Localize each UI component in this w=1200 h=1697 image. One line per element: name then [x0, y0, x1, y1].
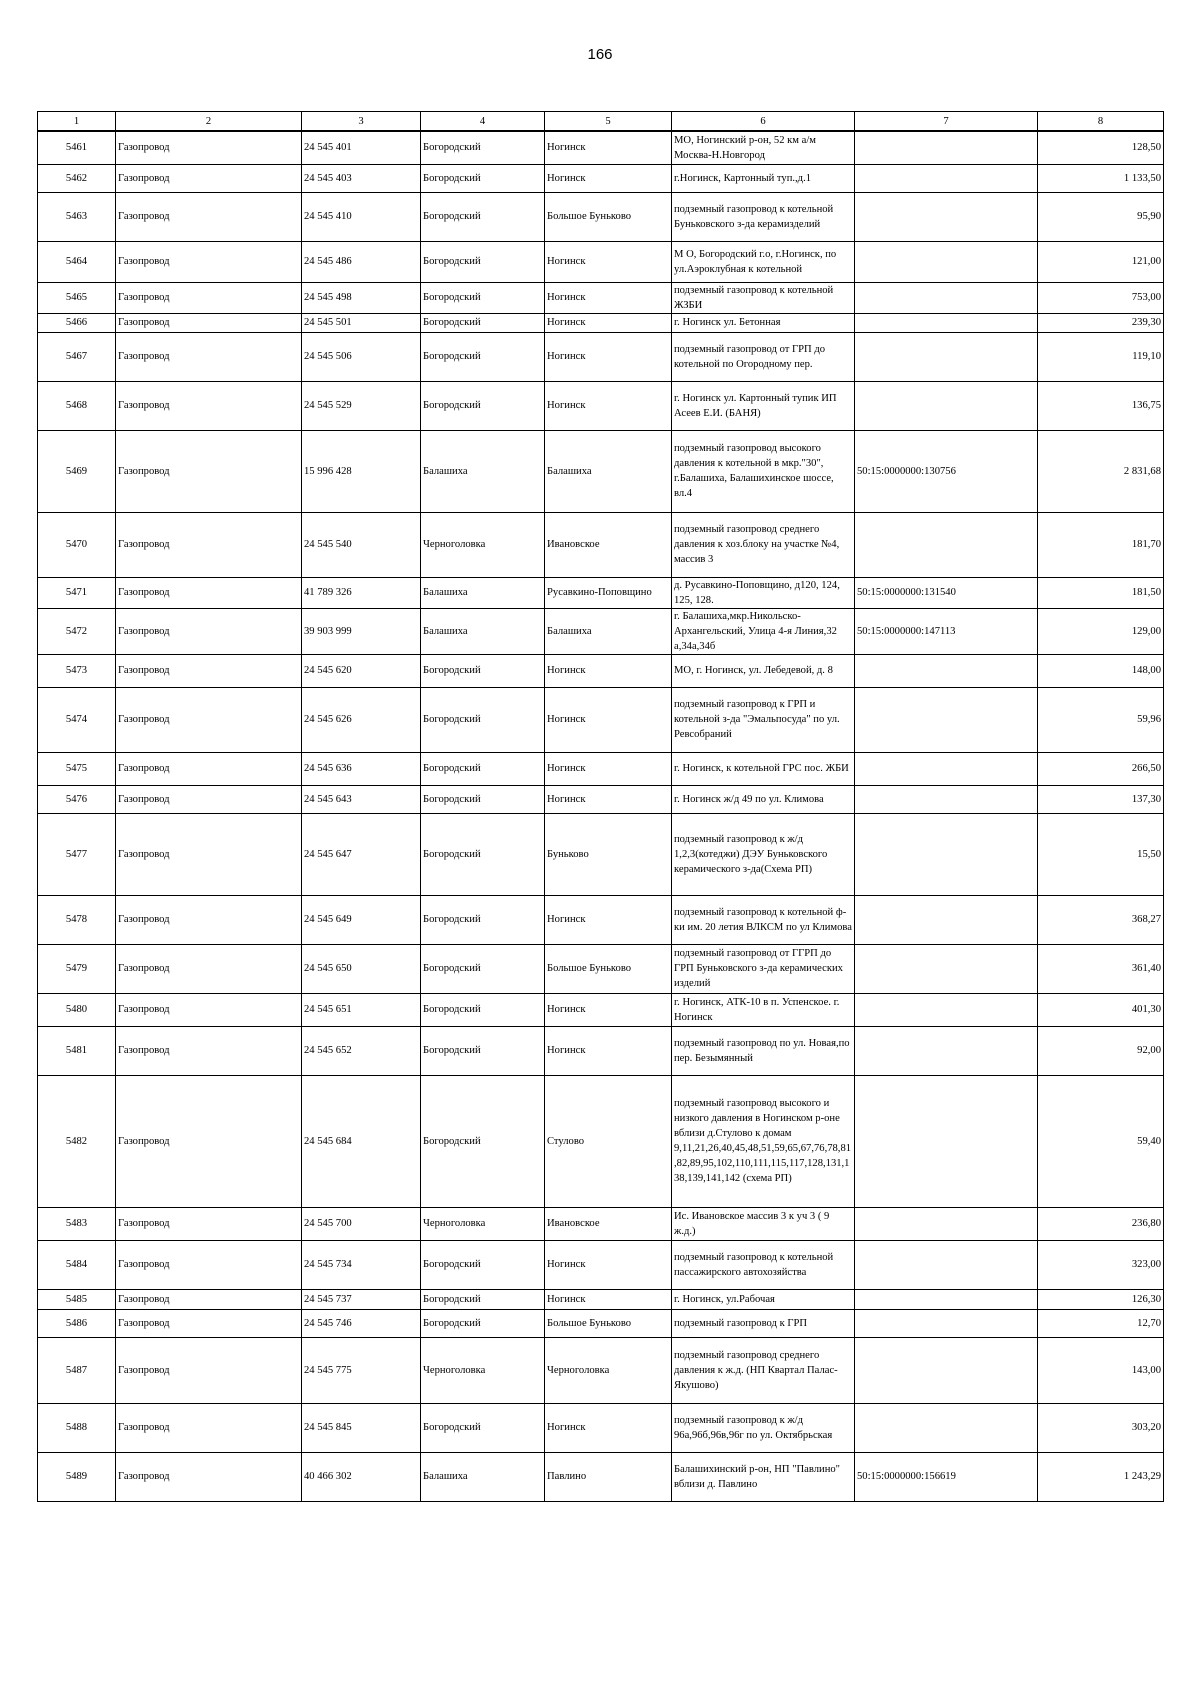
- district-cell: Богородский: [421, 131, 545, 164]
- object-code-cell: 24 545 651: [302, 993, 421, 1026]
- address-cell: г. Балашиха,мкр.Никольско-Архангельский, Улица 4-я Линия,32 а,34а,34б: [672, 608, 855, 654]
- length-value-cell: 137,30: [1038, 785, 1164, 813]
- length-value-cell: 1 133,50: [1038, 164, 1164, 192]
- address-cell: подземный газопровод среднего давления к ж.д. (НП Квартал Палас-Якушово): [672, 1337, 855, 1403]
- locality-cell: Ногинск: [545, 241, 672, 282]
- cadastral-number-cell: [855, 1403, 1038, 1452]
- object-type-cell: Газопровод: [116, 1075, 302, 1207]
- table-row: [38, 1452, 1164, 1501]
- locality-cell: Павлино: [545, 1452, 672, 1501]
- district-cell: Богородский: [421, 1026, 545, 1075]
- address-cell: подземный газопровод к ГРП: [672, 1309, 855, 1337]
- table-row: [38, 813, 1164, 895]
- object-type-cell: Газопровод: [116, 1026, 302, 1075]
- locality-cell: Балашиха: [545, 430, 672, 512]
- district-cell: Богородский: [421, 241, 545, 282]
- object-type-cell: Газопровод: [116, 430, 302, 512]
- row-number-cell: 5482: [38, 1075, 116, 1207]
- district-cell: Черноголовка: [421, 512, 545, 577]
- cadastral-number-cell: [855, 241, 1038, 282]
- length-value-cell: 128,50: [1038, 131, 1164, 164]
- object-type-cell: Газопровод: [116, 1452, 302, 1501]
- length-value-cell: 1 243,29: [1038, 1452, 1164, 1501]
- table-row: [38, 1337, 1164, 1403]
- row-number-cell: 5470: [38, 512, 116, 577]
- object-code-cell: 24 545 540: [302, 512, 421, 577]
- district-cell: Черноголовка: [421, 1207, 545, 1240]
- address-cell: подземный газопровод к котельной пассажирского автохозяйства: [672, 1240, 855, 1289]
- table-row: [38, 282, 1164, 313]
- row-number-cell: 5483: [38, 1207, 116, 1240]
- locality-cell: Ногинск: [545, 752, 672, 785]
- address-cell: г. Ногинск ул. Бетонная: [672, 313, 855, 332]
- object-code-cell: 24 545 529: [302, 381, 421, 430]
- cadastral-number-cell: [855, 512, 1038, 577]
- object-code-cell: 24 545 652: [302, 1026, 421, 1075]
- object-type-cell: Газопровод: [116, 1403, 302, 1452]
- object-code-cell: 24 545 746: [302, 1309, 421, 1337]
- length-value-cell: 753,00: [1038, 282, 1164, 313]
- locality-cell: Ивановское: [545, 1207, 672, 1240]
- length-value-cell: 239,30: [1038, 313, 1164, 332]
- district-cell: Богородский: [421, 813, 545, 895]
- address-cell: г. Ногинск, ул.Рабочая: [672, 1289, 855, 1309]
- table-row: [38, 164, 1164, 192]
- district-cell: Балашиха: [421, 608, 545, 654]
- length-value-cell: 119,10: [1038, 332, 1164, 381]
- cadastral-number-cell: [855, 192, 1038, 241]
- object-code-cell: 24 545 737: [302, 1289, 421, 1309]
- page-number: 166: [587, 46, 613, 63]
- address-cell: подземный газопровод по ул. Новая,по пер. Безымянный: [672, 1026, 855, 1075]
- object-type-cell: Газопровод: [116, 813, 302, 895]
- length-value-cell: 15,50: [1038, 813, 1164, 895]
- column-header: 7: [855, 112, 1038, 132]
- table-body: [38, 131, 1164, 1501]
- table-row: [38, 1309, 1164, 1337]
- cadastral-number-cell: [855, 1289, 1038, 1309]
- address-cell: подземный газопровод высокого давления к котельной в мкр."30", г.Балашиха, Балашихинское шоссе, вл.4: [672, 430, 855, 512]
- object-type-cell: Газопровод: [116, 313, 302, 332]
- locality-cell: Ногинск: [545, 785, 672, 813]
- row-number-cell: 5467: [38, 332, 116, 381]
- object-type-cell: Газопровод: [116, 608, 302, 654]
- table-row: [38, 752, 1164, 785]
- locality-cell: Ногинск: [545, 131, 672, 164]
- object-code-cell: 24 545 498: [302, 282, 421, 313]
- row-number-cell: 5486: [38, 1309, 116, 1337]
- object-type-cell: Газопровод: [116, 164, 302, 192]
- table-row: [38, 944, 1164, 993]
- length-value-cell: 266,50: [1038, 752, 1164, 785]
- object-type-cell: Газопровод: [116, 1240, 302, 1289]
- table-row: [38, 1207, 1164, 1240]
- table-row: [38, 1289, 1164, 1309]
- object-code-cell: 24 545 734: [302, 1240, 421, 1289]
- object-type-cell: Газопровод: [116, 1289, 302, 1309]
- district-cell: Богородский: [421, 785, 545, 813]
- length-value-cell: 121,00: [1038, 241, 1164, 282]
- object-code-cell: 40 466 302: [302, 1452, 421, 1501]
- object-code-cell: 41 789 326: [302, 577, 421, 608]
- locality-cell: Большое Буньково: [545, 192, 672, 241]
- cadastral-number-cell: [855, 813, 1038, 895]
- table-row: [38, 313, 1164, 332]
- object-type-cell: Газопровод: [116, 332, 302, 381]
- row-number-cell: 5465: [38, 282, 116, 313]
- cadastral-number-cell: [855, 1026, 1038, 1075]
- row-number-cell: 5480: [38, 993, 116, 1026]
- locality-cell: Ногинск: [545, 313, 672, 332]
- district-cell: Богородский: [421, 1309, 545, 1337]
- address-cell: д. Русавкино-Поповщино, д120, 124, 125, 128.: [672, 577, 855, 608]
- object-code-cell: 24 545 775: [302, 1337, 421, 1403]
- object-code-cell: 24 545 643: [302, 785, 421, 813]
- object-code-cell: 24 545 401: [302, 131, 421, 164]
- cadastral-number-cell: [855, 687, 1038, 752]
- address-cell: подземный газопровод к ГРП и котельной з-да "Эмальпосуда" по ул. Ревсобраний: [672, 687, 855, 752]
- table-row: [38, 332, 1164, 381]
- table-row: [38, 577, 1164, 608]
- district-cell: Черноголовка: [421, 1337, 545, 1403]
- length-value-cell: 12,70: [1038, 1309, 1164, 1337]
- length-value-cell: 181,70: [1038, 512, 1164, 577]
- column-header: 2: [116, 112, 302, 132]
- table-row: [38, 895, 1164, 944]
- cadastral-number-cell: [855, 332, 1038, 381]
- column-header: 8: [1038, 112, 1164, 132]
- locality-cell: Ногинск: [545, 993, 672, 1026]
- object-code-cell: 24 545 626: [302, 687, 421, 752]
- length-value-cell: 126,30: [1038, 1289, 1164, 1309]
- row-number-cell: 5461: [38, 131, 116, 164]
- row-number-cell: 5466: [38, 313, 116, 332]
- address-cell: подземный газопровод к котельной ф-ки им. 20 летия ВЛКСМ по ул Климова: [672, 895, 855, 944]
- object-code-cell: 15 996 428: [302, 430, 421, 512]
- object-type-cell: Газопровод: [116, 1337, 302, 1403]
- table-row: [38, 1075, 1164, 1207]
- registry-table: [37, 111, 1164, 1502]
- row-number-cell: 5463: [38, 192, 116, 241]
- column-header: 5: [545, 112, 672, 132]
- object-type-cell: Газопровод: [116, 752, 302, 785]
- locality-cell: Ногинск: [545, 1026, 672, 1075]
- address-cell: г.Ногинск, Картонный туп.,д.1: [672, 164, 855, 192]
- locality-cell: Стулово: [545, 1075, 672, 1207]
- address-cell: подземный газопровод среднего давления к хоз.блоку на участке №4, массив 3: [672, 512, 855, 577]
- length-value-cell: 129,00: [1038, 608, 1164, 654]
- district-cell: Балашиха: [421, 1452, 545, 1501]
- length-value-cell: 303,20: [1038, 1403, 1164, 1452]
- row-number-cell: 5468: [38, 381, 116, 430]
- district-cell: Богородский: [421, 282, 545, 313]
- locality-cell: Ногинск: [545, 895, 672, 944]
- address-cell: М О, Богородский г.о, г.Ногинск, по ул.Аэроклубная к котельной: [672, 241, 855, 282]
- object-code-cell: 24 545 501: [302, 313, 421, 332]
- object-type-cell: Газопровод: [116, 1207, 302, 1240]
- district-cell: Балашиха: [421, 430, 545, 512]
- object-type-cell: Газопровод: [116, 785, 302, 813]
- length-value-cell: 401,30: [1038, 993, 1164, 1026]
- address-cell: г. Ногинск ул. Картонный тупик ИП Асеев Е.И. (БАНЯ): [672, 381, 855, 430]
- length-value-cell: 136,75: [1038, 381, 1164, 430]
- column-header: 6: [672, 112, 855, 132]
- table-row: [38, 654, 1164, 687]
- row-number-cell: 5481: [38, 1026, 116, 1075]
- district-cell: Богородский: [421, 1289, 545, 1309]
- object-type-cell: Газопровод: [116, 192, 302, 241]
- object-code-cell: 39 903 999: [302, 608, 421, 654]
- table-row: [38, 131, 1164, 164]
- table-row: [38, 512, 1164, 577]
- row-number-cell: 5488: [38, 1403, 116, 1452]
- district-cell: Богородский: [421, 332, 545, 381]
- row-number-cell: 5484: [38, 1240, 116, 1289]
- object-type-cell: Газопровод: [116, 1309, 302, 1337]
- address-cell: Ис. Ивановское массив 3 к уч 3 ( 9 ж.д.): [672, 1207, 855, 1240]
- address-cell: г. Ногинск, АТК-10 в п. Успенское. г. Ногинск: [672, 993, 855, 1026]
- length-value-cell: 95,90: [1038, 192, 1164, 241]
- locality-cell: Ногинск: [545, 282, 672, 313]
- locality-cell: Ногинск: [545, 1289, 672, 1309]
- row-number-cell: 5487: [38, 1337, 116, 1403]
- address-cell: г. Ногинск, к котельной ГРС пос. ЖБИ: [672, 752, 855, 785]
- row-number-cell: 5469: [38, 430, 116, 512]
- table-row: [38, 687, 1164, 752]
- district-cell: Богородский: [421, 944, 545, 993]
- district-cell: Богородский: [421, 1403, 545, 1452]
- object-code-cell: 24 545 506: [302, 332, 421, 381]
- cadastral-number-cell: 50:15:0000000:156619: [855, 1452, 1038, 1501]
- address-cell: г. Ногинск ж/д 49 по ул. Климова: [672, 785, 855, 813]
- locality-cell: Ногинск: [545, 1240, 672, 1289]
- row-number-cell: 5472: [38, 608, 116, 654]
- object-code-cell: 24 545 650: [302, 944, 421, 993]
- district-cell: Богородский: [421, 1075, 545, 1207]
- object-code-cell: 24 545 700: [302, 1207, 421, 1240]
- district-cell: Богородский: [421, 381, 545, 430]
- address-cell: подземный газопровод от ГГРП до ГРП Буньковского з-да керамических изделий: [672, 944, 855, 993]
- cadastral-number-cell: [855, 164, 1038, 192]
- length-value-cell: 368,27: [1038, 895, 1164, 944]
- district-cell: Богородский: [421, 1240, 545, 1289]
- district-cell: Балашиха: [421, 577, 545, 608]
- row-number-cell: 5489: [38, 1452, 116, 1501]
- address-cell: подземный газопровод к ж/д 96а,96б,96в,96г по ул. Октябрьская: [672, 1403, 855, 1452]
- length-value-cell: 143,00: [1038, 1337, 1164, 1403]
- object-type-cell: Газопровод: [116, 654, 302, 687]
- table-row: [38, 381, 1164, 430]
- object-type-cell: Газопровод: [116, 944, 302, 993]
- length-value-cell: 2 831,68: [1038, 430, 1164, 512]
- length-value-cell: 323,00: [1038, 1240, 1164, 1289]
- row-number-cell: 5485: [38, 1289, 116, 1309]
- object-code-cell: 24 545 684: [302, 1075, 421, 1207]
- table-row: [38, 430, 1164, 512]
- object-code-cell: 24 545 649: [302, 895, 421, 944]
- table-row: [38, 785, 1164, 813]
- address-cell: подземный газопровод к котельной ЖЗБИ: [672, 282, 855, 313]
- district-cell: Богородский: [421, 654, 545, 687]
- row-number-cell: 5462: [38, 164, 116, 192]
- locality-cell: Ногинск: [545, 654, 672, 687]
- district-cell: Богородский: [421, 752, 545, 785]
- length-value-cell: 148,00: [1038, 654, 1164, 687]
- length-value-cell: 59,96: [1038, 687, 1164, 752]
- row-number-cell: 5474: [38, 687, 116, 752]
- object-type-cell: Газопровод: [116, 282, 302, 313]
- object-type-cell: Газопровод: [116, 895, 302, 944]
- length-value-cell: 361,40: [1038, 944, 1164, 993]
- district-cell: Богородский: [421, 313, 545, 332]
- address-cell: подземный газопровод к ж/д 1,2,3(котеджи) ДЭУ Буньковского керамического з-да(Схема РП): [672, 813, 855, 895]
- locality-cell: Буньково: [545, 813, 672, 895]
- cadastral-number-cell: 50:15:0000000:131540: [855, 577, 1038, 608]
- cadastral-number-cell: 50:15:0000000:130756: [855, 430, 1038, 512]
- district-cell: Богородский: [421, 687, 545, 752]
- object-code-cell: 24 545 845: [302, 1403, 421, 1452]
- address-cell: подземный газопровод к котельной Буньковского з-да керамизделий: [672, 192, 855, 241]
- cadastral-number-cell: [855, 1337, 1038, 1403]
- length-value-cell: 59,40: [1038, 1075, 1164, 1207]
- cadastral-number-cell: [855, 313, 1038, 332]
- length-value-cell: 236,80: [1038, 1207, 1164, 1240]
- row-number-cell: 5479: [38, 944, 116, 993]
- cadastral-number-cell: [855, 381, 1038, 430]
- address-cell: Балашихинский р-он, НП "Павлино" вблизи д. Павлино: [672, 1452, 855, 1501]
- locality-cell: Ногинск: [545, 687, 672, 752]
- object-type-cell: Газопровод: [116, 381, 302, 430]
- object-code-cell: 24 545 647: [302, 813, 421, 895]
- locality-cell: Ивановское: [545, 512, 672, 577]
- object-type-cell: Газопровод: [116, 241, 302, 282]
- locality-cell: Большое Буньково: [545, 1309, 672, 1337]
- cadastral-number-cell: [855, 1309, 1038, 1337]
- table-row: [38, 1026, 1164, 1075]
- object-type-cell: Газопровод: [116, 993, 302, 1026]
- object-code-cell: 24 545 486: [302, 241, 421, 282]
- table-row: [38, 1403, 1164, 1452]
- table-row: [38, 241, 1164, 282]
- locality-cell: Ногинск: [545, 1403, 672, 1452]
- address-cell: подземный газопровод высокого и низкого давления в Ногинском р-оне вблизи д.Стулово к домам 9,11,21,26,40,45,48,51,59,65,67,76,78,81,82,89,95,102,110,111,115,117,128,131,138,139,141,142 (схема РП): [672, 1075, 855, 1207]
- object-type-cell: Газопровод: [116, 512, 302, 577]
- address-cell: МО, Ногинский р-он, 52 км а/м Москва-Н.Новгород: [672, 131, 855, 164]
- row-number-cell: 5476: [38, 785, 116, 813]
- cadastral-number-cell: [855, 993, 1038, 1026]
- row-number-cell: 5475: [38, 752, 116, 785]
- table-row: [38, 192, 1164, 241]
- row-number-cell: 5471: [38, 577, 116, 608]
- district-cell: Богородский: [421, 164, 545, 192]
- length-value-cell: 92,00: [1038, 1026, 1164, 1075]
- cadastral-number-cell: [855, 1207, 1038, 1240]
- cadastral-number-cell: [855, 1075, 1038, 1207]
- locality-cell: Ногинск: [545, 381, 672, 430]
- cadastral-number-cell: [855, 944, 1038, 993]
- locality-cell: Русавкино-Поповщино: [545, 577, 672, 608]
- row-number-cell: 5473: [38, 654, 116, 687]
- column-header: 4: [421, 112, 545, 132]
- locality-cell: Большое Буньково: [545, 944, 672, 993]
- cadastral-number-cell: 50:15:0000000:147113: [855, 608, 1038, 654]
- address-cell: МО, г. Ногинск, ул. Лебедевой, д. 8: [672, 654, 855, 687]
- row-number-cell: 5478: [38, 895, 116, 944]
- address-cell: подземный газопровод от ГРП до котельной по Огородному пер.: [672, 332, 855, 381]
- length-value-cell: 181,50: [1038, 577, 1164, 608]
- district-cell: Богородский: [421, 993, 545, 1026]
- table-row: [38, 608, 1164, 654]
- locality-cell: Ногинск: [545, 164, 672, 192]
- object-code-cell: 24 545 410: [302, 192, 421, 241]
- cadastral-number-cell: [855, 1240, 1038, 1289]
- object-type-cell: Газопровод: [116, 577, 302, 608]
- row-number-cell: 5477: [38, 813, 116, 895]
- object-code-cell: 24 545 403: [302, 164, 421, 192]
- locality-cell: Ногинск: [545, 332, 672, 381]
- cadastral-number-cell: [855, 752, 1038, 785]
- row-number-cell: 5464: [38, 241, 116, 282]
- column-header: 3: [302, 112, 421, 132]
- locality-cell: Черноголовка: [545, 1337, 672, 1403]
- cadastral-number-cell: [855, 785, 1038, 813]
- district-cell: Богородский: [421, 192, 545, 241]
- object-code-cell: 24 545 636: [302, 752, 421, 785]
- object-type-cell: Газопровод: [116, 131, 302, 164]
- locality-cell: Балашиха: [545, 608, 672, 654]
- cadastral-number-cell: [855, 131, 1038, 164]
- table-row: [38, 1240, 1164, 1289]
- cadastral-number-cell: [855, 895, 1038, 944]
- object-type-cell: Газопровод: [116, 687, 302, 752]
- header-row: [38, 112, 1164, 132]
- cadastral-number-cell: [855, 282, 1038, 313]
- district-cell: Богородский: [421, 895, 545, 944]
- table-row: [38, 993, 1164, 1026]
- column-header: 1: [38, 112, 116, 132]
- cadastral-number-cell: [855, 654, 1038, 687]
- object-code-cell: 24 545 620: [302, 654, 421, 687]
